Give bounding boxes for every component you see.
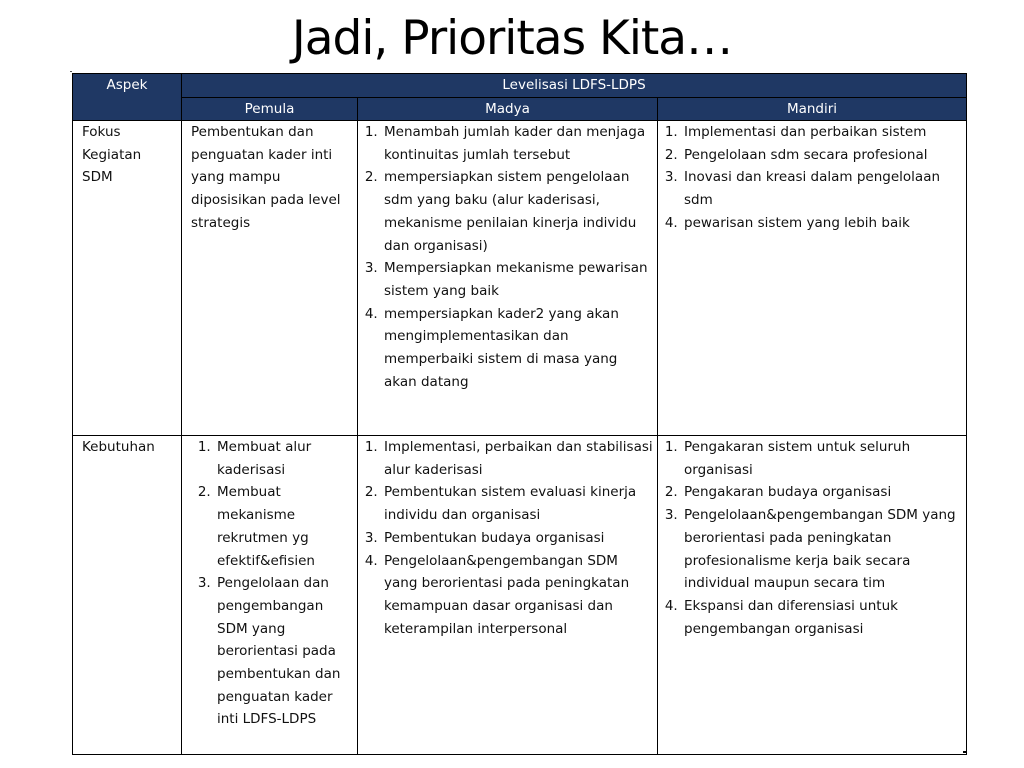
- header-row-top: [73, 74, 967, 98]
- mandiri-list: [658, 121, 966, 235]
- list-item: 3. Inovasi dan kreasi dalam pengelolaan sdm: [682, 166, 962, 211]
- list-item: 3. Pembentukan budaya organisasi: [382, 527, 653, 550]
- list-item: 4. Pengelolaan&pengembangan SDM yang berorientasi pada peningkatan kemampuan dasar organisasi dan keterampilan interpersonal: [382, 550, 653, 641]
- list-item: 2. Membuat mekanisme rekrutmen yg efektif&efisien: [215, 481, 353, 572]
- list-item: 3. Pengelolaan dan pengembangan SDM yang berorientasi pada pembentukan dan penguatan kader inti LDFS-LDPS: [215, 572, 353, 731]
- aspek-label: Kebutuhan: [82, 439, 155, 455]
- cell-madya: [358, 121, 658, 436]
- list-item: 2. Pengakaran budaya organisasi: [682, 481, 962, 504]
- header-levelisasi: Levelisasi LDFS-LDPS: [182, 74, 967, 98]
- madya-list: [358, 121, 657, 393]
- mandiri-list: [658, 436, 966, 640]
- header-row-levels: [73, 98, 967, 121]
- list-item: 2. mempersiapkan sistem pengelolaan sdm yang baku (alur kaderisasi, mekanisme penilaian kinerja individu dan organisasi): [382, 166, 653, 257]
- slide-title: Jadi, Prioritas Kita…: [291, 11, 733, 66]
- cell-pemula: [182, 121, 358, 436]
- cell-aspek: [73, 121, 182, 436]
- pemula-text: Pembentukan dan penguatan kader inti yang mampu diposisikan pada level strategis: [191, 124, 341, 231]
- list-item: 1. Pengakaran sistem untuk seluruh organisasi: [682, 436, 962, 481]
- aspek-label: Fokus Kegiatan SDM: [82, 124, 142, 186]
- list-item: 4. mempersiapkan kader2 yang akan mengimplementasikan dan memperbaiki sistem di masa yang akan datang: [382, 303, 653, 394]
- list-item: 3. Mempersiapkan mekanisme pewarisan sistem yang baik: [382, 257, 653, 302]
- list-item: 2. Pembentukan sistem evaluasi kinerja individu dan organisasi: [382, 481, 653, 526]
- table-row-fokus: [73, 121, 967, 436]
- cell-aspek: [73, 436, 182, 755]
- header-pemula: Pemula: [182, 98, 358, 121]
- levelisasi-table: [72, 73, 967, 755]
- header-mandiri: Mandiri: [658, 98, 967, 121]
- corner-mark: [963, 751, 967, 753]
- list-item: 1. Implementasi, perbaikan dan stabilisasi alur kaderisasi: [382, 436, 653, 481]
- list-item: 4. pewarisan sistem yang lebih baik: [682, 212, 962, 235]
- cell-pemula: [182, 436, 358, 755]
- list-item: 4. Ekspansi dan diferensiasi untuk pengembangan organisasi: [682, 595, 962, 640]
- cell-madya: [358, 436, 658, 755]
- list-item: 1. Membuat alur kaderisasi: [215, 436, 353, 481]
- pemula-list: [182, 436, 357, 731]
- cell-mandiri: [658, 121, 967, 436]
- list-item: 3. Pengelolaan&pengembangan SDM yang berorientasi pada peningkatan profesionalisme kerja baik secara individual maupun secara tim: [682, 504, 962, 595]
- table-row-kebutuhan: [73, 436, 967, 755]
- madya-list: [358, 436, 657, 640]
- list-item: 2. Pengelolaan sdm secara profesional: [682, 144, 962, 167]
- header-madya: Madya: [358, 98, 658, 121]
- header-aspek: Aspek: [73, 74, 182, 121]
- list-item: 1. Implementasi dan perbaikan sistem: [682, 121, 962, 144]
- list-item: 1. Menambah jumlah kader dan menjaga kontinuitas jumlah tersebut: [382, 121, 653, 166]
- cell-mandiri: [658, 436, 967, 755]
